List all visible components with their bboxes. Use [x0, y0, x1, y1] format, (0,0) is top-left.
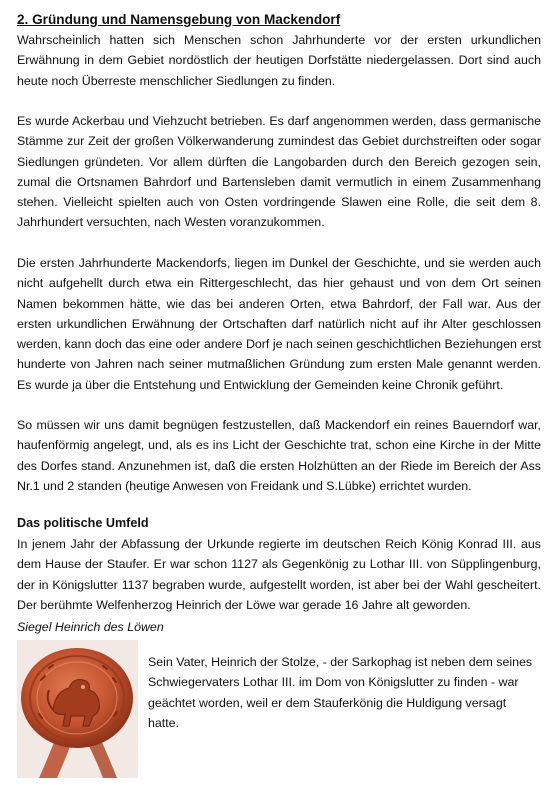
seal-side-text: Sein Vater, Heinrich der Stolze, - der Sarkophag ist neben dem seines Schwiegervaters Lothar III. im Dom von Königslutter zu finden - war geächtet worden, weil er dem Stauferkönig die Huldigung versagt hatte. — [148, 655, 533, 730]
section-heading: Das politische Umfeld — [17, 516, 149, 530]
wax-seal-lion-icon — [17, 640, 138, 778]
paragraph-1: Wahrscheinlich hatten sich Menschen schon Jahrhunderte vor der ersten urkundlichen Erwähnung in dem Gebiet nordöstlich der heutigen Dorfstätte niedergelassen. Dort sind auch heute noch Überreste menschlicher Siedlungen zu finden. — [17, 33, 541, 88]
page-title: 2. Gründung und Namensgebung von Mackendorf — [17, 12, 341, 27]
paragraph-3: Die ersten Jahrhunderte Mackendorfs, liegen im Dunkel der Geschichte, und sie werden auch nicht aufgehellt durch etwa ein Rittergeschlecht, das hier gehaust und von dem Ort seinen Namen bekommen hätte, wie das bei anderen Orten, etwa Bahrdorf, der Fall war. Aus der ersten urkundlichen Erwähnung der Ortschaften darf natürlich nicht auf ihr Alter geschlossen werden, kann doch das eine oder andere Dorf je nach seinen geschichtlichen Beziehungen erst hunderte von Jahren nach seiner mutmaßlichen Gründung zum ersten Male genannt werden. Es wurde ja über die Entstehung und Entwicklung der Gemeinden keine Chronik geführt. — [17, 256, 541, 392]
paragraph-2: Es wurde Ackerbau und Viehzucht betrieben. Es darf angenommen werden, dass germanische Stämme zur Zeit der großen Völkerwanderung zumindest das Gebiet durchstreiften oder sogar Siedlungen gründeten. Vor allem dürften die Langobarden durch den Bereich gezogen sein, zumal die Ortsnamen Bahrdorf und Bartensleben damit vermutlich in einem Zusammenhang stehen. Vielleicht spielten auch von Osten vordringende Slawen eine Rolle, die seit dem 8. Jahrhundert versuchten, nach Westen voranzukommen. — [17, 114, 541, 230]
seal-image — [17, 640, 138, 778]
paragraph-4: So müssen wir uns damit begnügen festzustellen, daß Mackendorf ein reines Bauerndorf war, haufenförmig angelegt, und, als es ins Licht der Geschichte trat, schon eine Kirche in der Mitte des Dorfes stand. Anzunehmen ist, daß die ersten Holzhütten an der Riede im Bereich der Ass Nr.1 und 2 standen (heutige Anwesen von Freidank und S.Lübke) errichtet wurden. — [17, 418, 541, 493]
section-paragraph: In jenem Jahr der Abfassung der Urkunde regierte im deutschen Reich König Konrad III. aus dem Hause der Staufer. Er war schon 1127 als Gegenkönig zu Lothar III. von Süpplingenburg, der in Königslutter 1137 begraben wurde, aufgestellt worden, ist aber bei der Wahl gescheitert. Der berühmte Welfenherzog Heinrich der Löwe war gerade 16 Jahre alt geworden. — [17, 537, 541, 612]
image-caption: Siegel Heinrich des Löwen — [17, 620, 164, 634]
